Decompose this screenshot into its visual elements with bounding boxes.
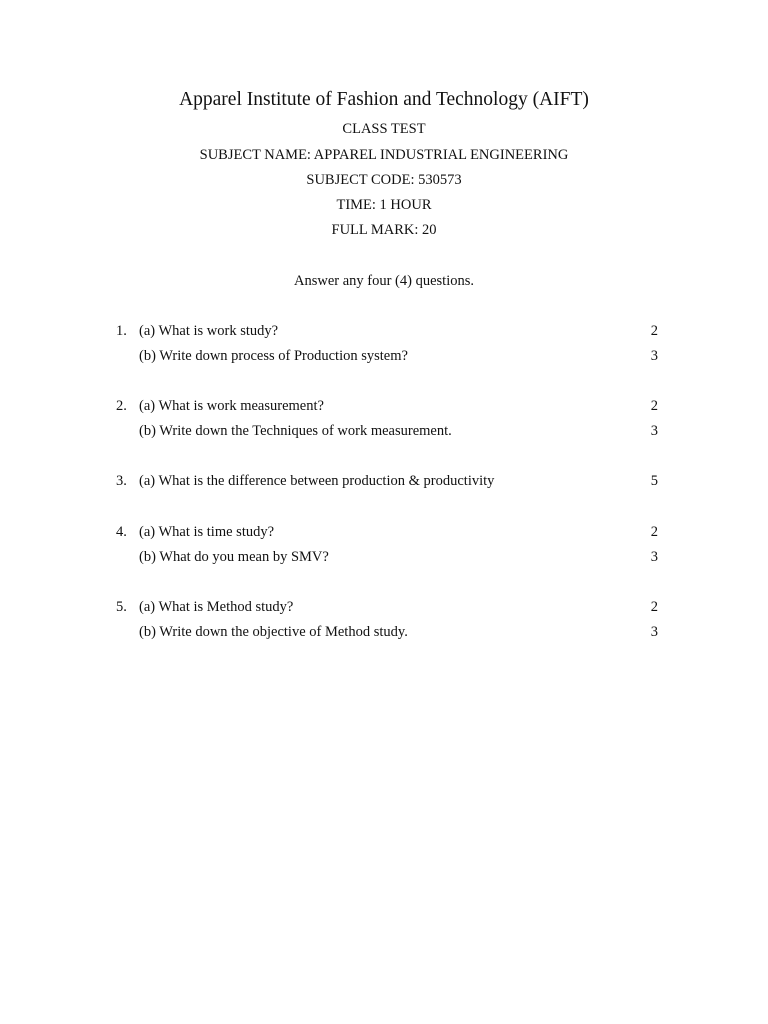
question-text: (a) What is work measurement?	[139, 398, 324, 414]
question-text: (b) Write down the Techniques of work measurement.	[139, 423, 452, 439]
question-mark: 5	[650, 473, 658, 489]
question-mark: 2	[650, 599, 658, 615]
question-4-part-b	[0, 547, 768, 567]
question-mark: 2	[650, 323, 658, 339]
question-mark: 2	[650, 524, 658, 540]
question-1-part-a	[0, 321, 768, 341]
question-number: 4.	[116, 524, 127, 540]
institute-title: Apparel Institute of Fashion and Technology (AIFT)	[179, 89, 589, 110]
question-mark: 3	[650, 549, 658, 565]
exam-type: CLASS TEST	[342, 121, 426, 137]
subject-name: SUBJECT NAME: APPAREL INDUSTRIAL ENGINEERING	[199, 147, 569, 163]
question-text: (b) Write down the objective of Method study.	[139, 624, 408, 640]
question-text: (a) What is the difference between production & productivity	[139, 473, 495, 489]
question-5-part-a	[0, 597, 768, 617]
exam-time: TIME: 1 HOUR	[336, 197, 432, 213]
question-5-part-b	[0, 622, 768, 642]
question-mark: 2	[650, 398, 658, 414]
full-mark: FULL MARK: 20	[331, 222, 437, 238]
question-4-part-a	[0, 522, 768, 542]
question-text: (b) Write down process of Production system?	[139, 348, 408, 364]
question-number: 5.	[116, 599, 127, 615]
subject-code: SUBJECT CODE: 530573	[306, 172, 462, 188]
question-2-part-b	[0, 421, 768, 441]
question-text: (b) What do you mean by SMV?	[139, 549, 329, 565]
question-3-part-a	[0, 471, 768, 491]
question-1-part-b	[0, 346, 768, 366]
question-number: 1.	[116, 323, 127, 339]
question-text: (a) What is Method study?	[139, 599, 294, 615]
question-mark: 3	[650, 423, 658, 439]
instruction: Answer any four (4) questions.	[293, 273, 474, 289]
question-mark: 3	[650, 348, 658, 364]
question-number: 3.	[116, 473, 127, 489]
question-text: (a) What is work study?	[139, 323, 279, 339]
question-2-part-a	[0, 396, 768, 416]
question-mark: 3	[650, 624, 658, 640]
question-number: 2.	[116, 398, 127, 414]
question-text: (a) What is time study?	[139, 524, 275, 540]
